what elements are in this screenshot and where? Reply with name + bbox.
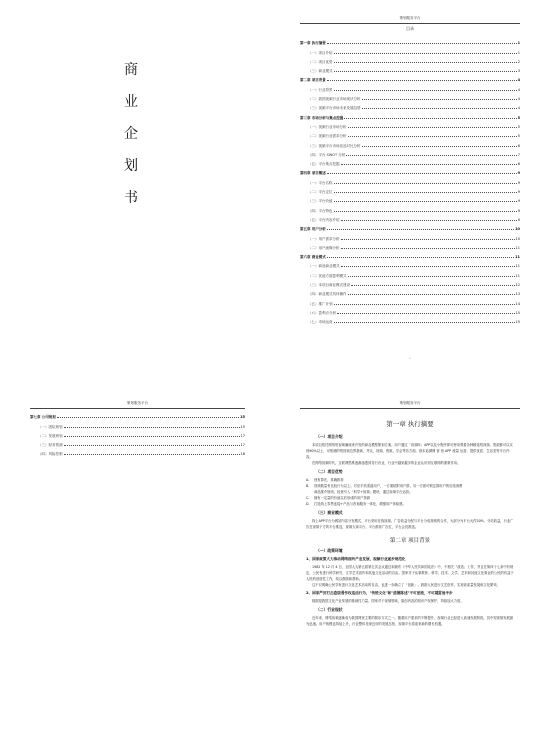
toc-entry-label: （一）用户需求分析 [308, 236, 340, 241]
list-text: 拥有一定量的价值以后形成的用户资源 [314, 496, 371, 500]
toc-entry-label: 第六章 商业模式 [300, 255, 326, 260]
toc-entry[interactable] [300, 241, 520, 250]
toc-entry[interactable] [300, 110, 520, 119]
toc-leader-dots [327, 80, 517, 81]
toc-entry[interactable] [300, 73, 520, 82]
toc-entry-label: （六）盈利点分析 [308, 310, 336, 315]
toc-entry[interactable] [300, 250, 520, 259]
list-marker: B. [306, 484, 310, 488]
chapter-page [300, 395, 520, 750]
toc-leader-dots [362, 108, 517, 109]
toc-continued-page [30, 395, 245, 750]
advantage-list [306, 477, 514, 507]
toc-entry[interactable] [300, 203, 520, 212]
toc-entry[interactable] [300, 45, 520, 54]
toc-entry[interactable] [300, 268, 520, 277]
toc-leader-dots [327, 43, 517, 44]
toc-leader-dots [351, 285, 515, 286]
toc-entry-page: 5 [517, 115, 520, 120]
toc-leader-dots [64, 427, 240, 428]
page-header: 策划服务平台 [399, 16, 421, 20]
list-item [306, 501, 514, 507]
toc-page [300, 10, 520, 370]
toc-entry-page: 11 [515, 255, 520, 260]
toc-entry[interactable] [300, 55, 520, 64]
cover-char: 商 [124, 62, 138, 78]
toc-leader-dots [64, 445, 240, 446]
toc-entry[interactable] [300, 148, 520, 157]
toc-entry[interactable] [300, 278, 520, 287]
toc-leader-dots [334, 211, 517, 212]
cover-char: 企 [124, 126, 138, 142]
toc-entry[interactable] [30, 438, 245, 447]
list-marker: D. [306, 502, 310, 506]
paragraph: 线上APP平台为网站内容分发模式，平台采用在线视频。广告收益分配与平台分成规则的合作，大部分为平台大约20%，分站收益，行业广告在视频下方的平台推送，视频大赛平台、平台推荐广告位，平台会员推送。 [306, 519, 514, 529]
toc-leader-dots [346, 155, 516, 156]
toc-entry-label: 第二章 项目背景 [300, 78, 326, 83]
toc-leader-dots [362, 146, 517, 147]
toc-entry-label: （四）平台 SWOT 分析 [308, 152, 346, 157]
list-text: 打造线上零售连接+产品与咨询服务一体化，增强用户体验感。 [314, 502, 406, 506]
toc-entry[interactable] [300, 194, 520, 203]
toc-leader-dots [348, 127, 517, 128]
header-divider [300, 408, 520, 409]
toc-entry-page: 1 [517, 50, 520, 55]
header-divider [300, 23, 520, 24]
paragraph: 数据是我国文化产业发展的基础性力量，国家对于视频领域，原创内容的知识产权保护，持续加大力度。 [312, 599, 464, 603]
toc-entry-label: （三）本项目商业模式建设 [308, 283, 350, 288]
toc-leader-dots [334, 71, 517, 72]
toc-entry-page: 9 [517, 171, 520, 176]
toc-entry[interactable] [300, 120, 520, 129]
toc-entry-label: （二）视频行业需求分析 [308, 134, 347, 139]
toc-entry-label: （三）商业模式 [308, 69, 333, 74]
list-marker: A. [306, 478, 310, 482]
toc-entry-label: （二）我国视频行业市场现状分析 [308, 97, 361, 102]
toc-entry[interactable] [30, 447, 245, 456]
toc-leader-dots [341, 266, 515, 267]
toc-entry[interactable] [300, 213, 520, 222]
toc-leader-dots [327, 229, 514, 230]
toc-entry-label: 第一章 执行摘要 [300, 41, 326, 46]
toc-entry[interactable] [300, 259, 520, 268]
paragraph: 1982 年 12 月 4 日，全国人大第五届第五次会议通过和颁布《中华人民共和国宪法》中，不相关「改造」工作，并且在第四十七条中有规定，公民有进行科学研究、文学艺术创作和其他文化活动的自由。国家对于从事教育、科学、技术、文学、艺术和其他文化事业的公民的有益于人民的创造性工作，给以鼓励和帮助。 [306, 565, 514, 581]
toc-entry-page: 9 [517, 190, 520, 195]
toc-leader-dots [341, 248, 515, 249]
toc-entry-page: 8 [517, 162, 520, 167]
toc-entry[interactable] [300, 64, 520, 73]
toc-entry-label: 第四章 项目概述 [300, 171, 326, 176]
toc-leader-dots [327, 257, 514, 258]
list-text: 视频数量有比较行为以上。对应手机渠道用户，一方面粘附用户群，另一方面可锁定群用户的后续消费 [314, 484, 463, 488]
toc-entry-page: 6 [517, 143, 520, 148]
toc-entry-page: 5 [517, 124, 520, 129]
toc-entry-label: （二）发展规划 [38, 433, 63, 438]
toc-entry[interactable] [300, 287, 520, 296]
toc-entry[interactable] [300, 36, 520, 45]
toc-leader-dots [334, 62, 517, 63]
toc-entry-label: 第七章 公司规划 [30, 415, 56, 420]
toc-entry-label: （二）用户画像分析 [308, 245, 340, 250]
toc-entry-label: （一）商品商业模式 [308, 264, 340, 269]
toc-leader-dots [327, 173, 517, 174]
toc-leader-dots [334, 53, 517, 54]
list-text: 商品推介规则，检查引入「科学+视频」模块，通过视频平台运营。 [314, 490, 413, 494]
toc-entry-label: 第五章 用户分析 [300, 227, 326, 232]
toc-entry-label: （二）其他方面盈利模式 [308, 273, 347, 278]
cover-char: 划 [124, 158, 138, 174]
toc-entry-label: （一）项目介绍 [308, 50, 333, 55]
toc-entry-page: 15 [515, 310, 520, 315]
toc-entry-label: （一）平台名称 [308, 180, 333, 185]
toc-leader-dots [334, 183, 517, 184]
page-marker: • [409, 356, 411, 360]
page-header: 策划服务平台 [127, 401, 148, 405]
toc-entry[interactable] [300, 138, 520, 147]
toc-entry-label: （五）推广计划 [308, 301, 333, 306]
toc-entry-label: （二）平台定位 [308, 190, 333, 195]
toc-entry-page: 18 [240, 452, 245, 457]
toc-entry[interactable] [300, 129, 520, 138]
toc-entry[interactable] [30, 429, 245, 438]
toc-entry[interactable] [300, 157, 520, 166]
toc-entry[interactable] [300, 166, 520, 175]
toc-entry-page: 10 [515, 236, 520, 241]
page-header: 策划服务平台 [399, 401, 421, 405]
toc-entry-label: （一）行业背景 [308, 87, 333, 92]
toc-entry[interactable] [30, 410, 245, 419]
toc-entry-page: 9 [517, 208, 520, 213]
list-text: 独有算法，准确推荐 [314, 478, 344, 482]
toc-entry-label: （五）平台内容介绍 [308, 217, 340, 222]
toc-entry-page: 17 [240, 433, 245, 438]
toc-leader-dots [64, 436, 240, 437]
toc-entry-page: 7 [517, 152, 520, 157]
section-heading: （三）商业模式 [316, 510, 343, 515]
toc-entry[interactable] [300, 296, 520, 305]
toc-entry-label: （三）视频平台市场未来发展趋势 [308, 106, 361, 111]
toc-entry-label: （四）风险控制 [38, 452, 63, 457]
toc-entry[interactable] [300, 101, 520, 110]
paragraph: 这不仅明确公民享有进行文化艺术活动的自由，也进一步确立了「创新」，鼓励人民进行文艺创作，实现高质量发展和文化繁荣。 [312, 583, 500, 587]
toc-entry-page: 4 [517, 78, 520, 83]
toc-leader-dots [348, 276, 515, 277]
toc-leader-dots [337, 313, 515, 314]
cover-page [30, 10, 270, 370]
cover-title [124, 54, 138, 214]
toc-entry-page: 4 [517, 106, 520, 111]
paragraph: 在网络视频时代，互联网思维逐渐渗透到各行各业，行业中越来越多的企业认识到互联网的重要作用。 [312, 461, 461, 465]
toc-entry-page: 13 [515, 292, 520, 297]
toc-entry[interactable] [300, 222, 520, 231]
toc-leader-dots [341, 164, 517, 165]
section-heading: （一）项目介绍 [316, 434, 343, 439]
toc-entry[interactable] [30, 419, 245, 428]
toc-leader-dots [334, 201, 517, 202]
section-heading: （二）行业现状 [316, 607, 343, 612]
toc-entry-page: 10 [515, 227, 520, 232]
toc-entry-label: （四）平台特色 [308, 208, 333, 213]
toc-entry-page: 9 [517, 217, 520, 222]
toc-leader-dots [362, 99, 517, 100]
toc-entry[interactable] [300, 82, 520, 91]
toc-list-continued [30, 410, 245, 456]
toc-entry[interactable] [300, 185, 520, 194]
list-marker: C. [306, 496, 310, 500]
toc-entry-label: （一）视频行业市场分析 [308, 124, 347, 129]
toc-entry-label: （七）市场运营 [308, 320, 333, 325]
header-divider [30, 408, 245, 409]
section-heading: （二）项目优势 [316, 469, 343, 474]
toc-entry[interactable] [300, 175, 520, 184]
toc-leader-dots [344, 118, 516, 119]
toc-entry[interactable] [300, 92, 520, 101]
paragraph: 近年来，网络视频逐渐成为我国网民主要的娱乐方式之一。随着用户需求的不断提升，视频行业已经进入高速发展阶段，其中短视频发展最为迅速。用户规模也持续上升，行业整体呈现良好的发展态势，视频平台将迎来新的增长机遇。 [306, 616, 514, 626]
toc-entry-page: 5 [517, 134, 520, 139]
toc-entry-page: 15 [515, 320, 520, 325]
toc-leader-dots [348, 136, 517, 137]
toc-entry-page: 1 [517, 41, 520, 46]
toc-entry-label: （三）视频平台市场竞品对比分析 [308, 143, 361, 148]
toc-entry-page: 15 [240, 424, 245, 429]
toc-entry[interactable] [300, 315, 520, 324]
paragraph: 本项目依托网络短视频潮流来开发的商业模型策划方案。用户通过「视频咔」APP以及小程序即可使用观看各种精选短视频、资源都可以实现90%以上，可预测的短视频边界基础，并以，视频、资源，学会等各方面。基本追溯网 营 营 APP 流量 运营，提供优质、生活类等平台内容。 [306, 443, 513, 459]
toc-title: 目录 [406, 26, 414, 31]
sub-heading: 2、国家严厉打击盗版著作权违法行为，"传统文化"和"道德陈述"不可逆流，不可越雷池半步 [306, 591, 453, 595]
toc-leader-dots [334, 304, 515, 305]
toc-entry-page: 14 [515, 301, 520, 306]
toc-leader-dots [334, 192, 517, 193]
toc-entry-page: 9 [517, 199, 520, 204]
toc-entry-page: 17 [240, 443, 245, 448]
toc-entry-page: 3 [517, 69, 520, 74]
toc-entry-label: 第三章 市场分析与集点挖掘 [300, 115, 344, 120]
toc-leader-dots [348, 294, 515, 295]
toc-entry-page: 15 [240, 415, 245, 420]
toc-entry-page: 4 [517, 97, 520, 102]
toc-entry-page: 4 [517, 87, 520, 92]
toc-entry-label: （五）平台集点挖掘 [308, 162, 340, 167]
cover-char: 业 [124, 94, 138, 110]
toc-entry-page: 2 [517, 59, 520, 64]
toc-leader-dots [57, 417, 239, 418]
section-heading: （一）政策环境 [316, 548, 343, 553]
toc-entry-page: 11 [515, 273, 520, 278]
toc-entry[interactable] [300, 306, 520, 315]
toc-entry-page: 9 [517, 180, 520, 185]
toc-entry-label: （二）项目优势 [308, 59, 333, 64]
toc-leader-dots [334, 322, 515, 323]
toc-entry-label: （三）平台价值 [308, 199, 333, 204]
cover-char: 书 [124, 190, 138, 206]
toc-entry-label: （三）财务预测 [38, 443, 63, 448]
toc-entry-label: （四）商业模式具体操作 [308, 292, 347, 297]
toc-entry[interactable] [300, 231, 520, 240]
chapter-title: 第一章 执行摘要 [386, 420, 434, 428]
toc-list [300, 36, 520, 324]
toc-leader-dots [334, 90, 517, 91]
toc-entry-label: （一）团队规划 [38, 424, 63, 429]
toc-entry-page: 11 [515, 264, 520, 269]
chapter-title: 第二章 项目背景 [389, 538, 431, 544]
sub-heading: 1、国家政策大力推动网络视听产业发展，视频行业逐步规范化 [306, 557, 406, 561]
toc-entry-page: 11 [515, 245, 520, 250]
toc-leader-dots [341, 239, 515, 240]
toc-leader-dots [64, 454, 240, 455]
toc-leader-dots [341, 220, 517, 221]
toc-entry-page: 12 [515, 283, 520, 288]
